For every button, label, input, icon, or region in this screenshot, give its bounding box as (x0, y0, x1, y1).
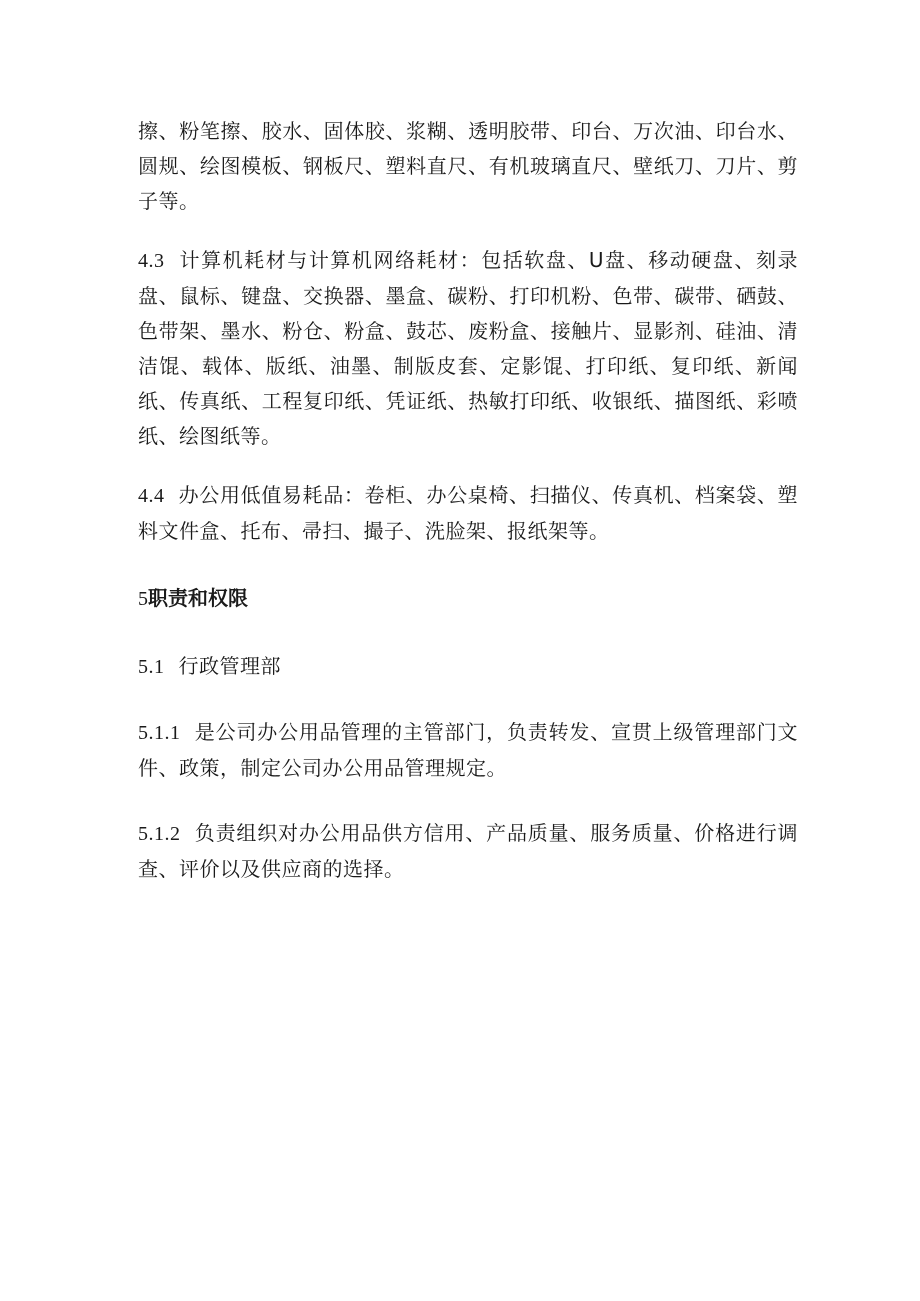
paragraph-text: 行政管理部 (178, 654, 281, 678)
paragraph-4-4 (138, 478, 798, 549)
paragraph-text: 负责组织对办公用品供方信用、产品质量、服务质量、价格进行调查、评价以及供应商的选择。 (138, 821, 798, 881)
paragraph-text: 是公司办公用品管理的主管部门，负责转发、宣贯上级管理部门文件、政策，制定公司办公用品管理规定。 (138, 720, 798, 780)
section-number: 4.4 (138, 485, 165, 507)
document-body (138, 114, 798, 887)
paragraph-stationery-continued (138, 114, 798, 219)
section-title: 职责和权限 (148, 586, 248, 610)
section-number: 5.1.1 (138, 722, 181, 744)
section-number: 5.1 (138, 656, 165, 678)
paragraph-5-1-1 (138, 715, 798, 786)
paragraph-text: 擦、粉笔擦、胶水、固体胶、浆糊、透明胶带、印台、万次油、印台水、圆规、绘图模板、钢板尺、塑料直尺、有机玻璃直尺、壁纸刀、刀片、剪子等。 (138, 119, 798, 213)
section-number: 4.3 (138, 250, 165, 272)
section-heading-5 (138, 581, 798, 617)
section-number: 5.1.2 (138, 823, 181, 845)
paragraph-text: 计算机耗材与计算机网络耗材：包括软盘、U盘、移动硬盘、刻录盘、鼠标、键盘、交换器、墨盒、碳粉、打印机粉、色带、碳带、硒鼓、色带架、墨水、粉仓、粉盒、鼓芯、废粉盒、接触片、显影剂、硅油、清洁馄、载体、版纸、油墨、制版皮套、定影馄、打印纸、复印纸、新闻纸、传真纸、工程复印纸、凭证纸、热敏打印纸、收银纸、描图纸、彩喷纸、绘图纸等。 (138, 248, 798, 448)
paragraph-4-3 (138, 243, 798, 454)
paragraph-5-1-2 (138, 816, 798, 887)
paragraph-text: 办公用低值易耗品：卷柜、办公桌椅、扫描仪、传真机、档案袋、塑料文件盒、托布、帚扫、撮子、洗脸架、报纸架等。 (138, 483, 798, 543)
paragraph-5-1 (138, 649, 798, 685)
section-number: 5 (138, 588, 148, 610)
